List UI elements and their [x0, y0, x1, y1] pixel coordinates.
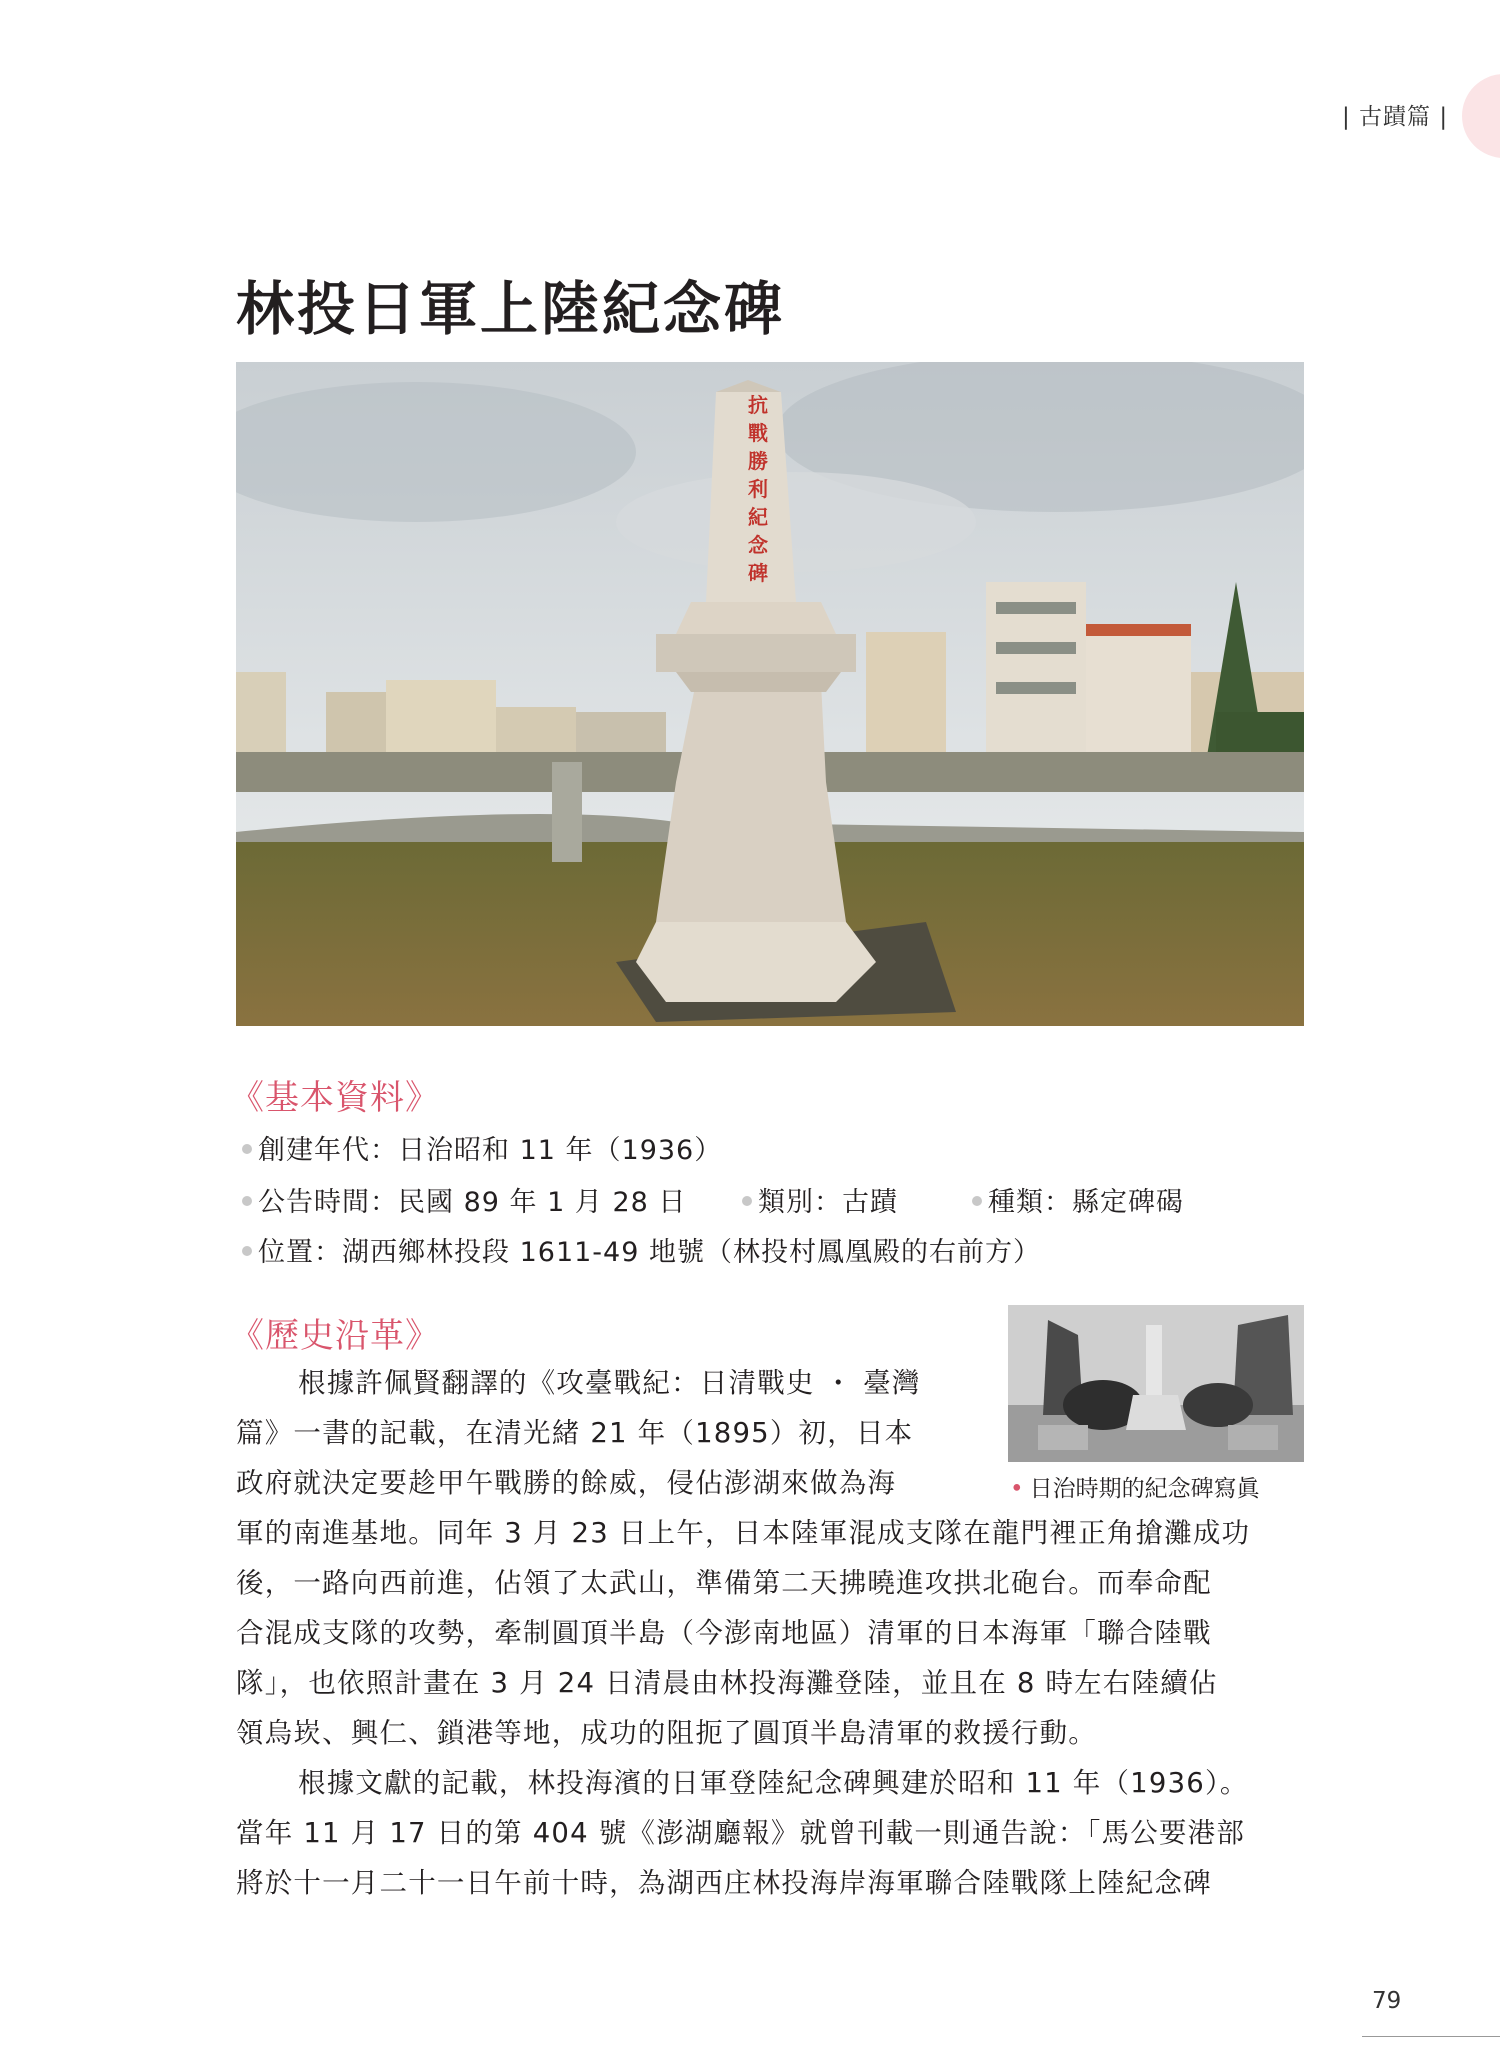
history-line: 當年 11 月 17 日的第 404 號《澎湖廳報》就曾刊載一則通告說：「馬公要港部 — [236, 1817, 1246, 1849]
history-line: 軍的南進基地。同年 3 月 23 日上午，日本陸軍混成支隊在龍門裡正角搶灘成功 — [236, 1517, 1251, 1549]
history-line: 根據文獻的記載，林投海濱的日軍登陸紀念碑興建於昭和 11 年（1936）。 — [298, 1767, 1249, 1799]
info-announced: 公告時間：民國 89 年 1 月 28 日 — [242, 1180, 686, 1219]
history-line: 隊」，也依照計畫在 3 月 24 日清晨由林投海灘登陸，並且在 8 時左右陸續佔 — [236, 1667, 1218, 1699]
history-line: 將於十一月二十一日午前十時，為湖西庄林投海岸海軍聯合陸戰隊上陸紀念碑 — [236, 1867, 1212, 1899]
svg-text:抗 戰 勝 利: 抗 戰 勝 利 紀 念 碑 — [748, 393, 768, 585]
info-category: 類別：古蹟 — [742, 1180, 898, 1219]
caption-bullet-icon: • — [1010, 1476, 1024, 1502]
history-line: 後，一路向西前進，佔領了太武山，準備第二天拂曉進攻拱北砲台。而奉命配 — [236, 1567, 1212, 1599]
info-founded: 創建年代：日治昭和 11 年（1936） — [242, 1128, 722, 1167]
monument-photo — [236, 362, 1304, 1026]
historical-photo — [1008, 1305, 1304, 1462]
info-location: 位置：湖西鄉林投段 1611-49 地號（林投村鳳凰殿的右前方） — [242, 1230, 1041, 1269]
bullet-icon — [242, 1196, 252, 1206]
section-header: | 古蹟篇 | — [1342, 104, 1449, 130]
basic-info-heading: 《基本資料》 — [230, 1078, 440, 1118]
bullet-icon — [242, 1144, 252, 1154]
bullet-icon — [742, 1196, 752, 1206]
photo-caption: • 日治時期的紀念碑寫眞 — [1010, 1476, 1260, 1502]
page-number: 79 — [1372, 1988, 1402, 2014]
history-line: 領烏崁、興仁、鎖港等地，成功的阻扼了圓頂半島清軍的救援行動。 — [236, 1717, 1097, 1749]
page-number-rule — [1362, 2036, 1500, 2037]
page-title: 林投日軍上陸紀念碑 — [236, 275, 786, 343]
history-line: 篇》一書的記載，在清光緒 21 年（1895）初，日本 — [236, 1417, 914, 1449]
corner-decoration — [1462, 74, 1500, 158]
history-line: 政府就決定要趁甲午戰勝的餘威，侵佔澎湖來做為海 — [236, 1467, 897, 1499]
history-line: 根據許佩賢翻譯的《攻臺戰紀：日清戰史 ・ 臺灣 — [298, 1367, 921, 1399]
history-heading: 《歷史沿革》 — [230, 1316, 440, 1356]
bullet-icon — [972, 1196, 982, 1206]
bullet-icon — [242, 1246, 252, 1256]
info-type: 種類：縣定碑碣 — [972, 1180, 1184, 1219]
history-line: 合混成支隊的攻勢，牽制圓頂半島（今澎南地區）清軍的日本海軍「聯合陸戰 — [236, 1617, 1212, 1649]
